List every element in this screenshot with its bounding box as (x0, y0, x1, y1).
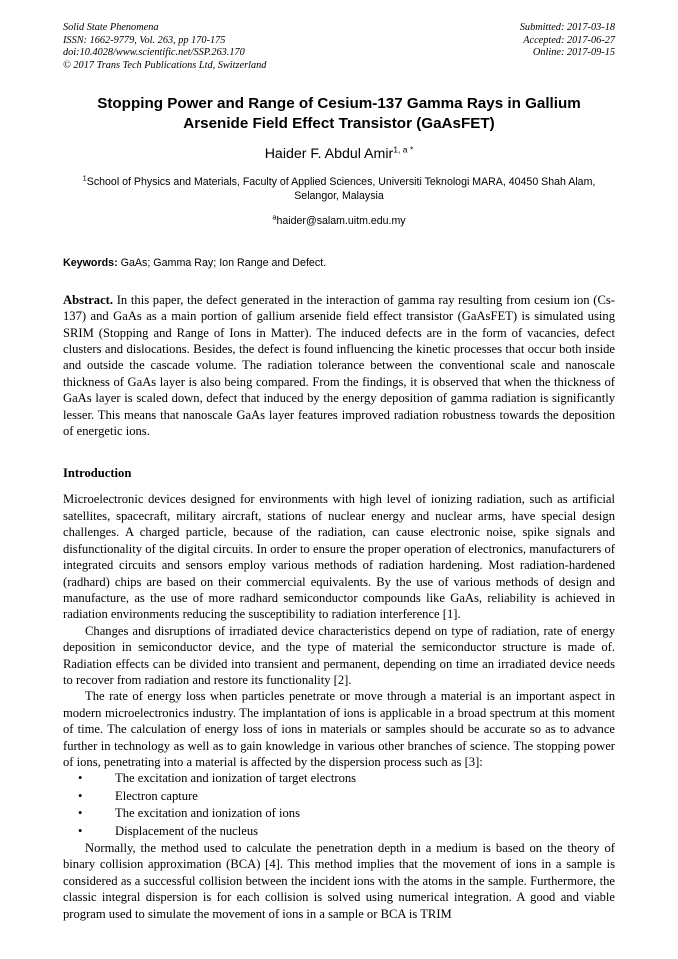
dispersion-process-list (63, 770, 615, 840)
bullet-icon: • (78, 771, 83, 786)
submitted-date: Submitted: 2017-03-18 (519, 22, 615, 33)
list-item (63, 805, 615, 822)
page-content (63, 22, 615, 922)
abstract-label: Abstract. (63, 292, 114, 307)
doi: doi:10.4028/www.scientific.net/SSP.263.170 (63, 47, 245, 59)
bullet-icon: • (78, 788, 83, 803)
keywords-text: GaAs; Gamma Ray; Ion Range and Defect. (120, 256, 327, 269)
masthead-right (520, 22, 615, 60)
intro-paragraph-1: Microelectronic devices designed for environments with high level of ionizing radiation, such as artificial satellites, spacecraft, military aircraft, stations of nuclear energy and nuclear arms, have special design challenges. A charged particle, because of the radiation, can cause electronic noise, spike signals and disfunctionality of the digital circuits. In order to ensure the proper operation of electronics, manufacturers of integrated circuits and sensors employ various methods of radiation hardening. Most radiation-hardened (radhard) chips are based on their commercial equivalents. By the use of various methods of design and manufacture, as the use of more radhard semiconductor compounds like GaAs, reliability is achieved in radiation environments reducing the susceptibility to radiation interference [1]. (63, 492, 615, 622)
list-item-label: The excitation and ionization of target electrons (115, 771, 357, 786)
email-marker: a (272, 212, 277, 222)
keywords-line (63, 256, 615, 270)
bullet-icon: • (78, 823, 83, 838)
journal-name: Solid State Phenomena (63, 22, 159, 33)
masthead (63, 22, 615, 74)
list-item-label: Displacement of the nucleus (115, 823, 259, 838)
affiliation-marker: 1 (82, 173, 87, 183)
abstract-block (63, 292, 615, 440)
list-item-label: The excitation and ionization of ions (115, 806, 301, 821)
intro-paragraph-2: Changes and disruptions of irradiated device characteristics depend on type of radiation, rate of energy deposition in semiconductor device, and the type of material the semiconductor structure is made of. Radiation effects can be divided into transient and permanent, depending on time an irradiated device needs to recover from radiation and restore its functionality [2]. (63, 623, 615, 687)
list-item (63, 770, 615, 787)
email-address: haider@salam.uitm.edu.my (276, 214, 406, 227)
affiliation-line (63, 175, 615, 204)
author-name: Haider F. Abdul Amir (264, 146, 394, 162)
author-affiliation-marker: 1, a * (393, 144, 414, 155)
masthead-left (63, 22, 266, 72)
bullet-icon: • (78, 806, 83, 821)
page-title: Stopping Power and Range of Cesium-137 Gamma Rays in Gallium Arsenide Field Effect Transistor (GaAsFET) (97, 95, 581, 132)
keywords-label: Keywords: (63, 256, 118, 269)
list-item (63, 788, 615, 805)
affiliation-text: School of Physics and Materials, Faculty of Applied Sciences, Universiti Teknologi MARA, 40450 Shah Alam, Selangor, Malaysia (86, 176, 596, 203)
abstract-text: In this paper, the defect generated in the interaction of gamma ray resulting from cesium ion (Cs-137) and GaAs as a main portion of gallium arsenide field effect transistor (GaAsFET) is simulated using SRIM (Stopping and Range of Ions in Matter). The induced defects are in the form of vacancies, defect clusters and dislocations. Besides, the defect is found influencing the kinetic processes that occur both inside and outside the cascade volume. The radiation tolerance between the conventional scale and nanoscale thickness of GaAs layer is also being compared. From the findings, it is observed that when the thickness of GaAs layer is scaled down, defect that induced by the energy deposition of gamma radiation is significantly lesser. This means that nanoscale GaAs layer features improved radiation robustness towards the deposition of energetic ions. (63, 292, 615, 439)
intro-paragraph-4: Normally, the method used to calculate the penetration depth in a medium is based on the theory of binary collision approximation (BCA) [4]. This method implies that the movement of ions in a sample is considered as a successful collision between the incident ions with the atoms in the sample. Furthermore, the classic integral dispersion is for each collision is solved using numerical integration. A good and viable program used to simulate the movement of ions in a sample or BCA is TRIM (63, 841, 615, 921)
intro-paragraph-3: The rate of energy loss when particles penetrate or move through a material is an important aspect in modern microelectronics industry. The implantation of ions is applicable in a broad spectrum at this moment of time. The calculation of energy loss of ions in materials or samples should be accurate so as to advance further in technology as well as to gain knowledge in various other branches of science. The stopping power of ions, penetrating into a material is affected by the dispersion process such as [3]: (63, 689, 615, 769)
author-line (63, 145, 615, 163)
accepted-date: Accepted: 2017-06-27 (523, 34, 615, 46)
email-line (63, 214, 615, 228)
copyright: © 2017 Trans Tech Publications Ltd, Switzerland (63, 59, 267, 71)
online-date: Online: 2017-09-15 (532, 47, 615, 59)
list-item (63, 823, 615, 840)
list-item-label: Electron capture (115, 788, 198, 803)
section-heading-introduction: Introduction (63, 466, 132, 481)
issn-volume-pages: ISSN: 1662-9779, Vol. 263, pp 170-175 (63, 34, 226, 46)
